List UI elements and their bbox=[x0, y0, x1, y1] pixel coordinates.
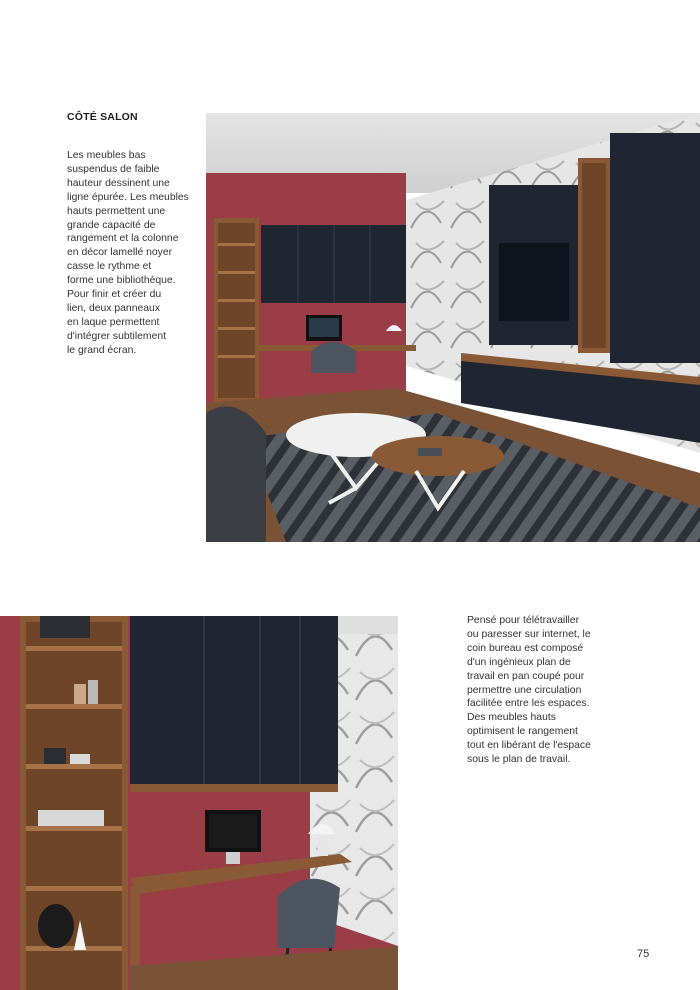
section-title: CÔTÉ SALON bbox=[67, 111, 138, 123]
text-line: permettre une circulation bbox=[467, 684, 582, 696]
office-description bbox=[467, 614, 591, 767]
text-line: Pour finir et créer du bbox=[67, 289, 162, 301]
text-line: Les meubles bas bbox=[67, 150, 146, 161]
text-line: optimisent le rangement bbox=[467, 726, 578, 738]
text-line: hauts permettent une bbox=[67, 205, 166, 217]
text-line: d'un ingénieux plan de bbox=[467, 656, 571, 668]
text-line: d'intégrer subtilement bbox=[67, 330, 167, 342]
office-corner-photo bbox=[0, 616, 398, 990]
text-line: suspendus de faible bbox=[67, 163, 160, 175]
living-room-photo bbox=[206, 113, 700, 542]
page-number: 75 bbox=[637, 948, 650, 960]
text-line: grande capacité de bbox=[67, 219, 156, 231]
text-line: rangement et la colonne bbox=[67, 233, 179, 245]
text-line: ou paresser sur internet, le bbox=[467, 628, 591, 640]
text-line: Des meubles hauts bbox=[467, 712, 556, 724]
salon-description bbox=[67, 149, 189, 358]
text-line: lien, deux panneaux bbox=[67, 302, 161, 314]
text-line: forme une bibliothèque. bbox=[67, 275, 176, 287]
text-line: le grand écran. bbox=[67, 344, 137, 356]
text-line: en laque permettent bbox=[67, 316, 160, 328]
text-line: Pensé pour télétravailler bbox=[467, 615, 580, 626]
text-line: ligne épurée. Les meubles bbox=[67, 191, 189, 203]
text-line: sous le plan de travail. bbox=[467, 754, 571, 766]
text-line: travail en pan coupé pour bbox=[467, 670, 585, 682]
text-line: tout en libérant de l'espace bbox=[467, 740, 591, 752]
text-line: coin bureau est composé bbox=[467, 642, 584, 654]
text-line: facilitée entre les espaces. bbox=[467, 698, 590, 710]
text-line: hauteur dessinent une bbox=[67, 177, 170, 189]
text-line: en décor lamellé noyer bbox=[67, 247, 173, 259]
text-line: casse le rythme et bbox=[67, 261, 152, 273]
